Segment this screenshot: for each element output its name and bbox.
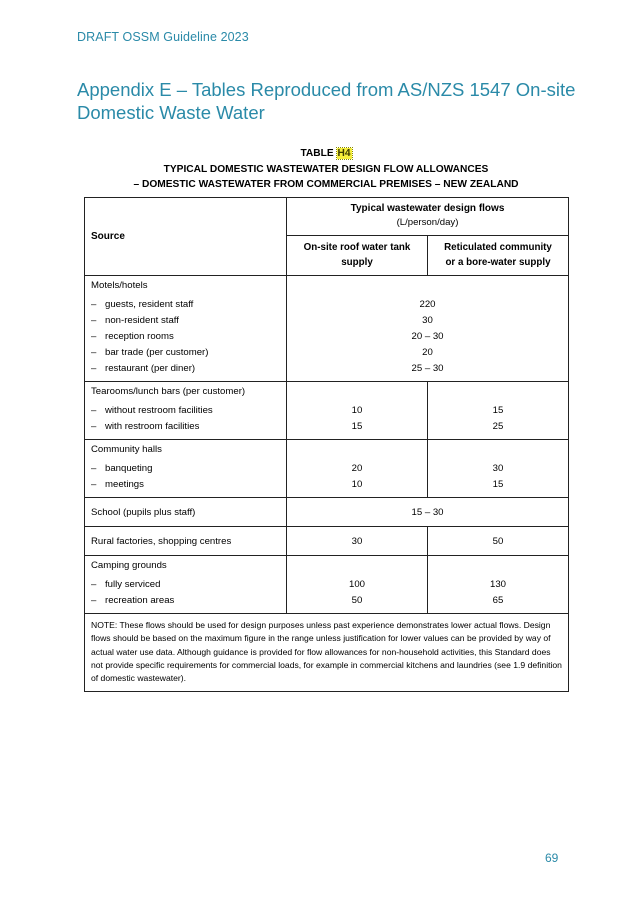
value-cell-roof (287, 382, 428, 440)
appendix-title: Appendix E – Tables Reproduced from AS/NZS 1547 On-site Domestic Waste Water (77, 79, 576, 123)
table-cell: 130 (489, 579, 506, 590)
value-cell-reticulated (428, 440, 569, 498)
column-header-roof-water: On-site roof water tank supply (287, 236, 428, 276)
source-cell (85, 382, 287, 440)
table-cell: 30 (287, 527, 428, 556)
list-item: – recreation areas (91, 595, 175, 606)
table-cell: 25 – 30 (411, 363, 444, 374)
table-cell: 15 (351, 421, 363, 432)
table-cell: 220 (419, 299, 436, 310)
list-item: – banqueting (91, 463, 153, 474)
table-cell: 50 (351, 595, 363, 606)
table-number: H4 (337, 148, 351, 159)
list-item: – non-resident staff (91, 315, 179, 326)
table-cell: 15 (492, 479, 504, 490)
value-cell-combined (287, 276, 569, 382)
table-cell: 30 (422, 315, 433, 326)
running-header: DRAFT OSSM Guideline 2023 (77, 30, 249, 44)
list-item: – with restroom facilities (91, 421, 200, 432)
table-cell: 10 (351, 479, 363, 490)
value-cell-roof (287, 556, 428, 614)
table-note-row (85, 614, 569, 692)
table-cell: 10 (351, 405, 363, 416)
table-cell: 20 – 30 (411, 331, 444, 342)
source-cell (85, 276, 287, 382)
value-cell-roof (287, 440, 428, 498)
column-group-unit: (L/person/day) (396, 217, 459, 228)
column-header-source: Source (85, 198, 287, 276)
design-flow-table (84, 197, 569, 692)
source-cell (85, 440, 287, 498)
table-cell: 65 (492, 595, 504, 606)
column-group-title: Typical wastewater design flows (350, 203, 505, 214)
source-cell: Rural factories, shopping centres (85, 527, 287, 556)
group-title: Camping grounds (91, 560, 167, 571)
table-group-motels (85, 276, 569, 382)
table-cell: 25 (492, 421, 504, 432)
table-row-school (85, 498, 569, 527)
list-item: – restaurant (per diner) (91, 363, 196, 374)
group-title: Community halls (91, 444, 162, 455)
source-cell: School (pupils plus staff) (85, 498, 287, 527)
table-caption (84, 146, 568, 193)
table-cell: 30 (492, 463, 504, 474)
column-header-reticulated: Reticulated community or a bore-water supply (428, 236, 569, 276)
table-row-rural-factories (85, 527, 569, 556)
table-cell: 15 – 30 (287, 498, 569, 527)
table-header-row (85, 198, 569, 236)
table-label: TABLE (300, 148, 334, 159)
list-item: – meetings (91, 479, 144, 490)
column-group-header (287, 198, 569, 236)
table-cell: 15 (492, 405, 504, 416)
table-title-line-1: TYPICAL DOMESTIC WASTEWATER DESIGN FLOW ALLOWANCES (163, 163, 489, 175)
group-title: Tearooms/lunch bars (per customer) (91, 386, 246, 397)
table-group-camping-grounds (85, 556, 569, 614)
value-cell-reticulated (428, 556, 569, 614)
value-cell-reticulated (428, 382, 569, 440)
list-item: – without restroom facilities (91, 405, 213, 416)
list-item: – guests, resident staff (91, 299, 194, 310)
table-cell: 50 (428, 527, 569, 556)
list-item: – fully serviced (91, 579, 161, 590)
list-item: – bar trade (per customer) (91, 347, 209, 358)
table-cell: 100 (348, 579, 365, 590)
list-item: – reception rooms (91, 331, 174, 342)
table-title-line-2: – DOMESTIC WASTEWATER FROM COMMERCIAL PREMISES – NEW ZEALAND (133, 179, 519, 190)
table-cell: 20 (351, 463, 363, 474)
table-group-community-halls (85, 440, 569, 498)
source-cell (85, 556, 287, 614)
table-label-line (84, 146, 568, 162)
group-title: Motels/hotels (91, 280, 148, 291)
table-cell: 20 (422, 347, 433, 358)
table-group-tearooms (85, 382, 569, 440)
page-number: 69 (545, 851, 559, 865)
table-note: NOTE: These flows should be used for design purposes unless past experience demonstrates lower actual flows. Design flows should be based on the maximum figure in the range unless justification for lower values can be provided by way of actual water use data. Although guidance is provided for flow allowances for non-household activities, this Standard does not provide specific requirements for commercial loads, for example in commercial kitchens and laundries (see 1.9 definition of domestic wastewater). (85, 614, 569, 692)
